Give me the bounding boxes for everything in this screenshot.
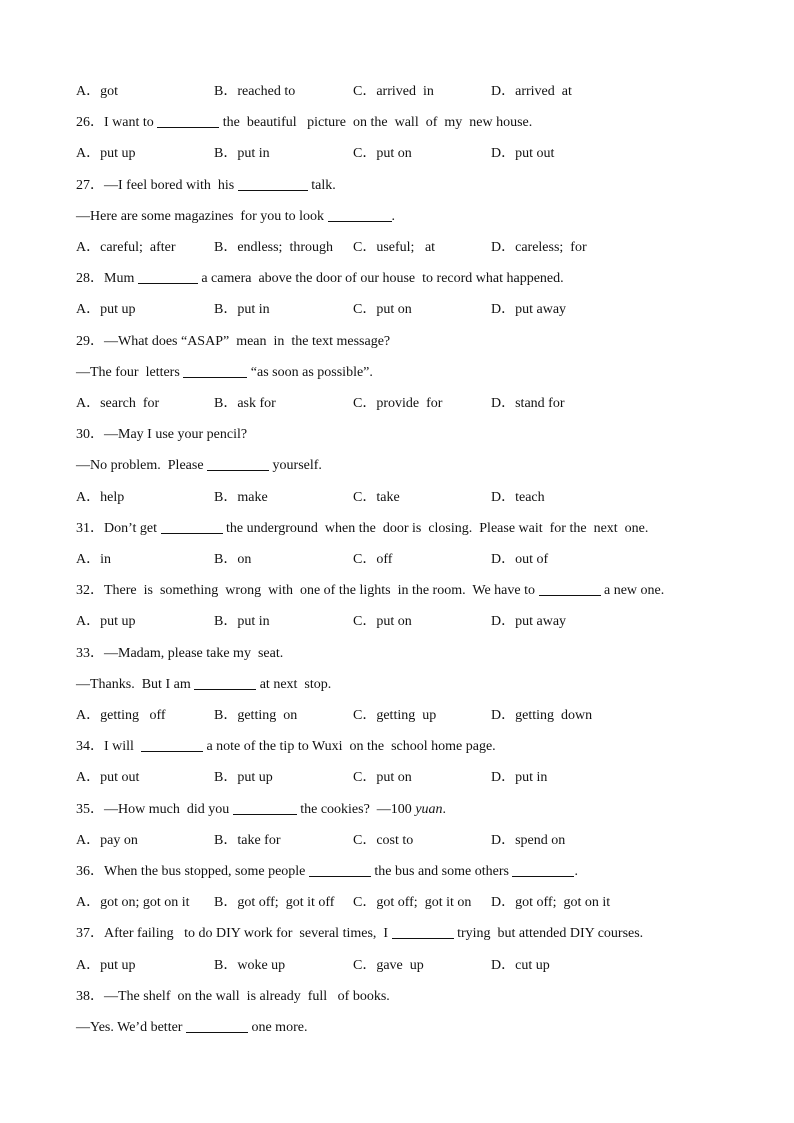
- option-b: B．getting on: [214, 708, 298, 723]
- option-c: C．gave up: [353, 958, 424, 973]
- option-c: C．take: [353, 490, 400, 505]
- currency-word: yuan: [415, 802, 443, 817]
- question-31: [76, 519, 648, 539]
- option-a: A．put up: [76, 958, 136, 973]
- answer-blank: [161, 519, 223, 534]
- option-c: C．got off; got it on: [353, 895, 472, 910]
- text: the underground when the door is closing. Please wait for the next one.: [222, 521, 649, 536]
- option-d: D．teach: [491, 490, 545, 505]
- option-c: C．arrived in: [353, 84, 434, 99]
- answer-blank: [141, 737, 203, 752]
- answer-blank: [233, 800, 297, 815]
- text: 37．After failing to do DIY work for several times, I: [76, 926, 392, 941]
- text: 33．—Madam, please take my seat.: [76, 646, 284, 661]
- text: 36．When the bus stopped, some people: [76, 864, 309, 879]
- option-d: D．put in: [491, 770, 548, 785]
- question-26: [76, 113, 532, 133]
- question-29: [76, 332, 390, 352]
- question-33: [76, 644, 283, 664]
- option-a: A．careful; after: [76, 240, 176, 255]
- text: a camera above the door of our house to record what happened.: [197, 271, 564, 286]
- text: the bus and some others: [370, 864, 513, 879]
- question-30: [76, 425, 247, 445]
- option-a: A．in: [76, 552, 111, 567]
- option-a: A．help: [76, 490, 125, 505]
- option-b: B．ask for: [214, 396, 276, 411]
- text: at next stop.: [256, 677, 332, 692]
- answer-blank: [539, 581, 601, 596]
- text: .: [391, 209, 396, 224]
- option-a: A．put up: [76, 146, 136, 161]
- text: 31．Don’t get: [76, 521, 161, 536]
- answer-blank: [512, 862, 574, 877]
- option-b: B．take for: [214, 833, 281, 848]
- option-d: D．got off; got on it: [491, 895, 611, 910]
- text: .: [574, 864, 578, 879]
- text: —Here are some magazines for you to look: [76, 209, 328, 224]
- question-29-reply: [76, 363, 373, 383]
- text: 35．—How much did you: [76, 802, 233, 817]
- option-c: C．off: [353, 552, 393, 567]
- text: 34．I will: [76, 739, 141, 754]
- question-34: [76, 737, 496, 757]
- option-a: A．getting off: [76, 708, 166, 723]
- option-b: B．put in: [214, 146, 270, 161]
- option-a: A．put up: [76, 302, 136, 317]
- text: .: [442, 802, 447, 817]
- text: 26．I want to: [76, 115, 158, 130]
- question-37: [76, 924, 643, 944]
- question-28: [76, 269, 564, 289]
- option-c: C．useful; at: [353, 240, 436, 255]
- text: a note of the tip to Wuxi on the school home page.: [202, 739, 496, 754]
- option-a: A．put up: [76, 614, 136, 629]
- option-a: A．put out: [76, 770, 140, 785]
- option-d: D．stand for: [491, 396, 565, 411]
- option-b: B．woke up: [214, 958, 286, 973]
- question-27-reply: [76, 207, 395, 227]
- option-a: A．got on; got on it: [76, 895, 190, 910]
- text: “as soon as possible”.: [247, 365, 373, 380]
- option-b: B．put in: [214, 302, 270, 317]
- option-d: D．cut up: [491, 958, 550, 973]
- question-38-reply: [76, 1018, 307, 1038]
- option-c: C．provide for: [353, 396, 443, 411]
- option-d: D．spend on: [491, 833, 566, 848]
- answer-blank: [392, 924, 454, 939]
- text: 29．—What does “ASAP” mean in the text message?: [76, 334, 391, 349]
- option-d: D．arrived at: [491, 84, 572, 99]
- question-27: [76, 176, 336, 196]
- option-b: B．on: [214, 552, 252, 567]
- option-a: A．pay on: [76, 833, 138, 848]
- question-35: [76, 800, 446, 820]
- text: —Yes. We’d better: [76, 1020, 186, 1035]
- text: a new one.: [600, 583, 665, 598]
- answer-blank: [138, 269, 198, 284]
- option-b: B．got off; got it off: [214, 895, 335, 910]
- answer-blank: [309, 862, 371, 877]
- text: 27．—I feel bored with his: [76, 178, 238, 193]
- answer-blank: [238, 176, 308, 191]
- text: 38．—The shelf on the wall is already full of books.: [76, 989, 390, 1004]
- option-b: B．put in: [214, 614, 270, 629]
- text: the beautiful picture on the wall of my new house.: [219, 115, 533, 130]
- answer-blank: [157, 113, 219, 128]
- option-d: D．put away: [491, 614, 567, 629]
- text: 32．There is something wrong with one of the lights in the room. We have to: [76, 583, 539, 598]
- text: trying but attended DIY courses.: [453, 926, 644, 941]
- option-c: C．put on: [353, 614, 412, 629]
- option-b: B．endless; through: [214, 240, 333, 255]
- text: 28．Mum: [76, 271, 138, 286]
- text: —No problem. Please: [76, 458, 208, 473]
- text: the cookies? —100: [296, 802, 416, 817]
- option-b: B．reached to: [214, 84, 296, 99]
- option-c: C．put on: [353, 302, 412, 317]
- text: talk.: [307, 178, 336, 193]
- question-36: [76, 862, 578, 882]
- option-b: B．put up: [214, 770, 273, 785]
- option-b: B．make: [214, 490, 268, 505]
- text: one more.: [247, 1020, 308, 1035]
- option-a: A．search for: [76, 396, 160, 411]
- option-a: A．got: [76, 84, 118, 99]
- question-32: [76, 581, 664, 601]
- option-c: C．put on: [353, 770, 412, 785]
- question-30-reply: [76, 456, 322, 476]
- question-38: [76, 987, 390, 1007]
- answer-blank: [207, 456, 269, 471]
- answer-blank: [328, 207, 392, 222]
- option-d: D．out of: [491, 552, 549, 567]
- text: —The four letters: [76, 365, 184, 380]
- option-d: D．put out: [491, 146, 555, 161]
- answer-blank: [194, 675, 256, 690]
- answer-blank: [186, 1018, 248, 1033]
- text: —Thanks. But I am: [76, 677, 195, 692]
- option-c: C．getting up: [353, 708, 437, 723]
- option-c: C．cost to: [353, 833, 414, 848]
- question-33-reply: [76, 675, 331, 695]
- option-d: D．put away: [491, 302, 567, 317]
- text: 30．—May I use your pencil?: [76, 427, 248, 442]
- text: yourself.: [269, 458, 322, 473]
- option-d: D．getting down: [491, 708, 593, 723]
- option-c: C．put on: [353, 146, 412, 161]
- option-d: D．careless; for: [491, 240, 587, 255]
- answer-blank: [183, 363, 247, 378]
